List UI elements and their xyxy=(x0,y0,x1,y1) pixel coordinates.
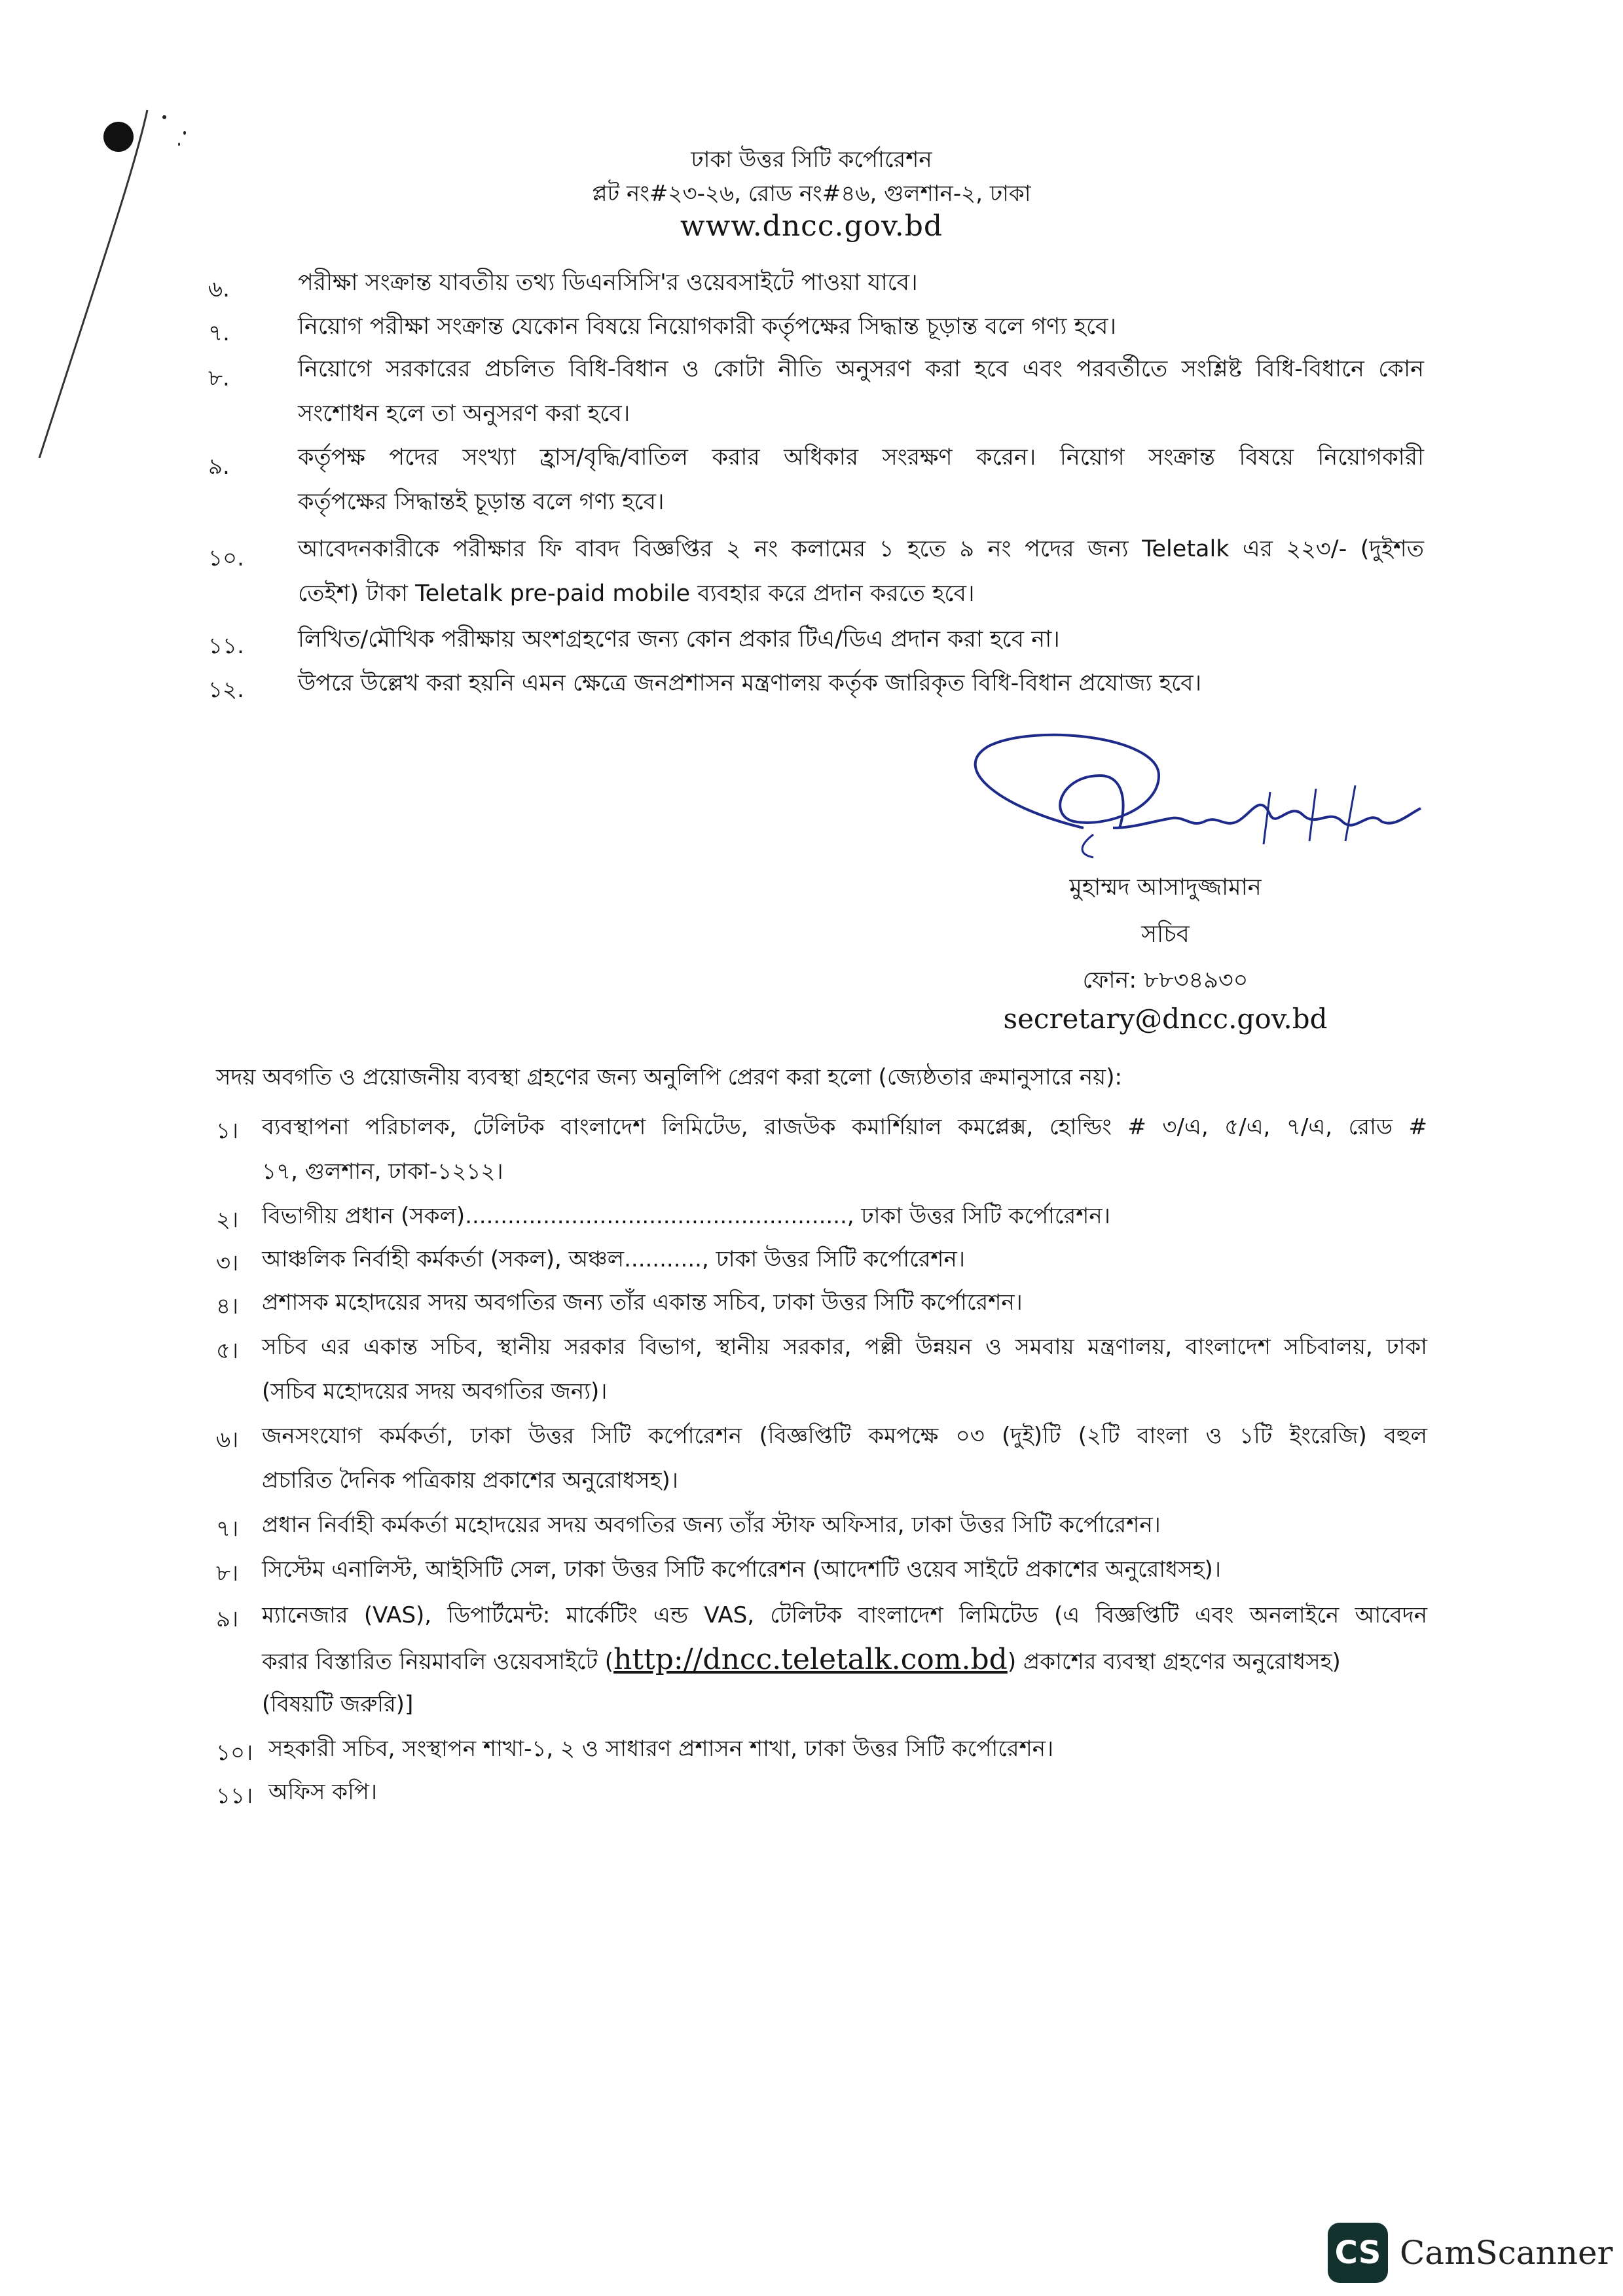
rule-text: লিখিত/মৌখিক পরীক্ষায় অংশগ্রহণের জন্য কোন প্রকার টিএ/ডিএ প্রদান করা হবে না। xyxy=(298,626,1060,653)
rule-text-line: সংশোধন হলে তা অনুসরণ করা হবে। xyxy=(298,401,630,427)
header-org-name: ঢাকা উত্তর সিটি কর্পোরেশন xyxy=(691,147,932,173)
copy-text: প্রশাসক মহোদয়ের সদয় অবগতির জন্য তাঁর একান্ত সচিব, ঢাকা উত্তর সিটি কর্পোরেশন। xyxy=(262,1289,1023,1316)
copy-number: ১। xyxy=(216,1118,239,1144)
copy-text-line: ১৭, গুলশান, ঢাকা-১২১২। xyxy=(262,1158,503,1185)
copy-number: ৩। xyxy=(216,1250,239,1276)
copy-intro: সদয় অবগতি ও প্রয়োজনীয় ব্যবস্থা গ্রহণের জন্য অনুলিপি প্রেরণ করা হলো (জ্যেষ্ঠতার ক্রমানুসারে নয়): xyxy=(216,1064,1122,1090)
copy-number: ২। xyxy=(216,1207,239,1233)
copy-text-line: (বিষয়টি জরুরি)] xyxy=(262,1691,414,1717)
rule-text-line: কর্তৃপক্ষের সিদ্ধান্তই চূড়ান্ত বলে গণ্য হবে। xyxy=(298,489,665,515)
header-address: প্লট নং#২৩-২৬, রোড নং#৪৬, গুলশান-২, ঢাকা xyxy=(592,181,1031,207)
copy-text-line: (সচিব মহোদয়ের সদয় অবগতির জন্য)। xyxy=(262,1378,608,1405)
signatory-phone: ফোন: ৮৮৩৪৯৩০ xyxy=(1082,967,1249,994)
copy-text: বিভাগীয় প্রধান (সকল)......................................................, ঢাকা উত্তর সিটি কর্পোরেশন। xyxy=(262,1203,1110,1229)
copy-number: ৯। xyxy=(216,1606,239,1632)
rule-number: ১০. xyxy=(208,545,244,571)
copy-number: ৭। xyxy=(216,1516,239,1542)
signatory-title: সচিব xyxy=(1141,921,1190,948)
copy-text: প্রধান নির্বাহী কর্মকর্তা মহোদয়ের সদয় অবগতির জন্য তাঁর স্টাফ অফিসার, ঢাকা উত্তর সিটি কর্পোরেশন। xyxy=(262,1512,1161,1538)
copy-text-segment: ) প্রকাশের ব্যবস্থা গ্রহণের অনুরোধসহ) xyxy=(1007,1649,1341,1675)
copy-text: আঞ্চলিক নির্বাহী কর্মকর্তা (সকল), অঞ্চল..........., ঢাকা উত্তর সিটি কর্পোরেশন। xyxy=(262,1246,965,1272)
rule-number: ৮. xyxy=(208,365,230,391)
camscanner-logo-icon: CS xyxy=(1328,2223,1388,2283)
copy-text-line: জনসংযোগ কর্মকর্তা, ঢাকা উত্তর সিটি কর্পোরেশন (বিজ্ঞপ্তিটি কমপক্ষে ০৩ (দুই)টি (২টি বাংলা ও ১টি ইংরেজি) বহুল xyxy=(262,1423,1427,1449)
rule-text-line: আবেদনকারীকে পরীক্ষার ফি বাবদ বিজ্ঞপ্তির ২ নং কলামের ১ হতে ৯ নং পদের জন্য Teletalk এর ২২৩/- (দুইশত xyxy=(298,536,1424,562)
copy-text-segment: করার বিস্তারিত নিয়মাবলি ওয়েবসাইটে ( xyxy=(262,1649,614,1675)
scan-speck xyxy=(162,115,166,119)
rule-number: ৭. xyxy=(208,320,230,346)
copy-number: ১১। xyxy=(216,1783,253,1809)
rule-number: ৯. xyxy=(208,454,230,480)
copy-text-line: ম্যানেজার (VAS), ডিপার্টমেন্ট: মার্কেটিং এন্ড VAS, টেলিটক বাংলাদেশ লিমিটেড (এ বিজ্ঞপ্তিটি এবং অনলাইনে আবেদন xyxy=(262,1602,1427,1628)
teletalk-url-link[interactable]: http://dncc.teletalk.com.bd xyxy=(613,1643,1008,1676)
copy-text-line: ব্যবস্থাপনা পরিচালক, টেলিটক বাংলাদেশ লিমিটেড, রাজউক কমার্শিয়াল কমপ্লেক্স, হোল্ডিং # ৩/এ, ৫/এ, ৭/এ, রোড # xyxy=(262,1114,1427,1140)
scan-speck xyxy=(183,131,186,135)
copy-text: সিস্টেম এনালিস্ট, আইসিটি সেল, ঢাকা উত্তর সিটি কর্পোরেশন (আদেশটি ওয়েব সাইটে প্রকাশের অনুরোধসহ)। xyxy=(262,1556,1221,1583)
copy-text-line: সচিব এর একান্ত সচিব, স্থানীয় সরকার বিভাগ, স্থানীয় সরকার, পল্লী উন্নয়ন ও সমবায় মন্ত্রণালয়, বাংলাদেশ সচিবালয়, ঢাকা xyxy=(262,1334,1427,1360)
header-website: www.dncc.gov.bd xyxy=(680,209,943,243)
rule-text: নিয়োগ পরীক্ষা সংক্রান্ত যেকোন বিষয়ে নিয়োগকারী কর্তৃপক্ষের সিদ্ধান্ত চূড়ান্ত বলে গণ্য হবে। xyxy=(298,314,1117,340)
signatory-email: secretary@dncc.gov.bd xyxy=(1003,1003,1328,1035)
copy-number: ১০। xyxy=(216,1740,253,1766)
copy-number: ৬। xyxy=(216,1427,239,1453)
copy-text-line: প্রচারিত দৈনিক পত্রিকায় প্রকাশের অনুরোধসহ)। xyxy=(262,1467,678,1494)
copy-text-line xyxy=(262,1638,1427,1684)
handwritten-signature xyxy=(962,730,1434,887)
rule-number: ১১. xyxy=(208,633,244,659)
copy-number: ৪। xyxy=(216,1293,239,1319)
rule-text-line: তেইশ) টাকা Teletalk pre-paid mobile ব্যবহার করে প্রদান করতে হবে। xyxy=(298,581,975,607)
rule-number: ৬. xyxy=(208,276,230,302)
camscanner-text: CamScanner xyxy=(1400,2234,1613,2272)
copy-text: অফিস কপি। xyxy=(268,1779,378,1805)
rule-text: পরীক্ষা সংক্রান্ত যাবতীয় তথ্য ডিএনসিসি'র ওয়েবসাইটে পাওয়া যাবে। xyxy=(298,270,918,296)
signatory-name: মুহাম্মদ আসাদুজ্জামান xyxy=(1069,874,1262,901)
rule-text-line: নিয়োগে সরকারের প্রচলিত বিধি-বিধান ও কোটা নীতি অনুসরণ করা হবে এবং পরবর্তীতে সংশ্লিষ্ট বিধি-বিধানে কোন xyxy=(298,356,1424,382)
rule-text-line: কর্তৃপক্ষ পদের সংখ্যা হ্রাস/বৃদ্ধি/বাতিল করার অধিকার সংরক্ষণ করেন। নিয়োগ সংক্রান্ত বিষয়ে নিয়োগকারী xyxy=(298,444,1424,471)
copy-number: ৮। xyxy=(216,1560,239,1587)
rule-number: ১২. xyxy=(208,677,244,703)
camscanner-watermark xyxy=(1328,2221,1613,2284)
copy-number: ৫। xyxy=(216,1338,239,1364)
rule-text: উপরে উল্লেখ করা হয়নি এমন ক্ষেত্রে জনপ্রশাসন মন্ত্রণালয় কর্তৃক জারিকৃত বিধি-বিধান প্রযোজ্য হবে। xyxy=(298,670,1202,696)
copy-text: সহকারী সচিব, সংস্থাপন শাখা-১, ২ ও সাধারণ প্রশাসন শাখা, ঢাকা উত্তর সিটি কর্পোরেশন। xyxy=(268,1736,1054,1762)
